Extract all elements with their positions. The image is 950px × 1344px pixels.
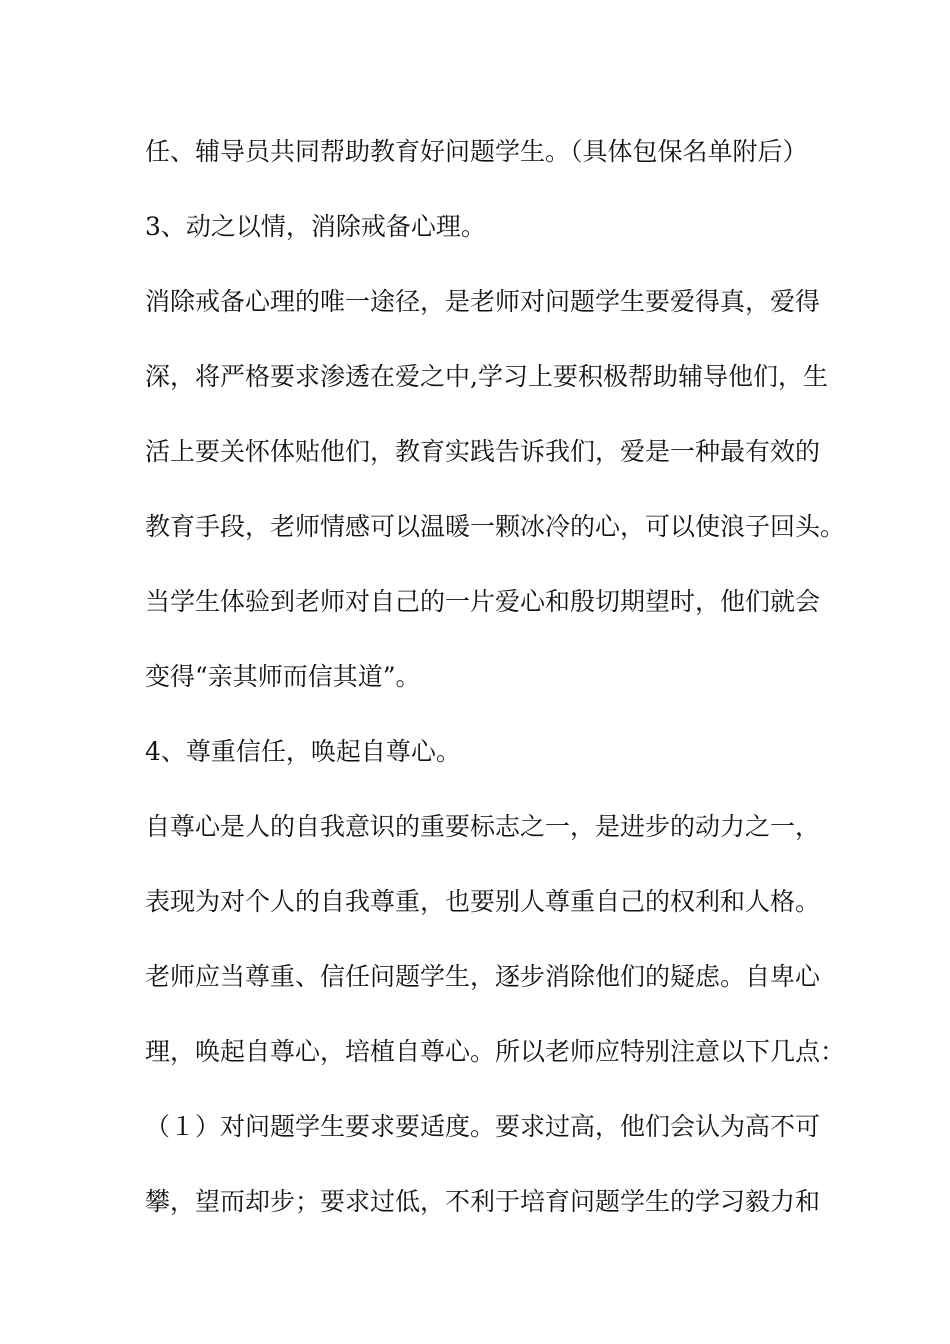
body-text-line: 消除戒备心理的唯一途径，是老师对问题学生要爱得真，爱得 (145, 287, 821, 316)
body-text-line: 攀，望而却步；要求过低，不利于培育问题学生的学习毅力和 (145, 1187, 821, 1216)
body-text-line: 自尊心是人的自我意识的重要标志之一，是进步的动力之一， (145, 812, 821, 841)
body-text-line: 老师应当尊重、信任问题学生，逐步消除他们的疑虑。自卑心 (145, 962, 821, 991)
body-text-line: 表现为对个人的自我尊重，也要别人尊重自己的权利和人格。 (145, 887, 821, 916)
body-text-line: 当学生体验到老师对自己的一片爱心和殷切期望时，他们就会 (145, 587, 821, 616)
body-text-line: 深，将严格要求渗透在爱之中,学习上要积极帮助辅导他们，生 (145, 362, 828, 391)
body-text-line: 活上要关怀体贴他们，教育实践告诉我们，爱是一种最有效的 (145, 437, 821, 466)
body-text-line: 任、辅导员共同帮助教育好问题学生。（具体包保名单附后） (145, 137, 808, 166)
section-heading: 3、动之以情，消除戒备心理。 (145, 212, 486, 241)
section-heading: 4、尊重信任，唤起自尊心。 (145, 737, 461, 766)
body-text-line: 教育手段，老师情感可以温暖一颗冰冷的心，可以使浪子回头。 (145, 512, 846, 541)
body-text-line: 变得“亲其师而信其道”。 (145, 662, 421, 691)
body-text-line: 理，唤起自尊心，培植自尊心。所以老师应特别注意以下几点： (145, 1037, 846, 1066)
list-item-line: （１）对问题学生要求要适度。要求过高，他们会认为高不可 (145, 1112, 821, 1141)
